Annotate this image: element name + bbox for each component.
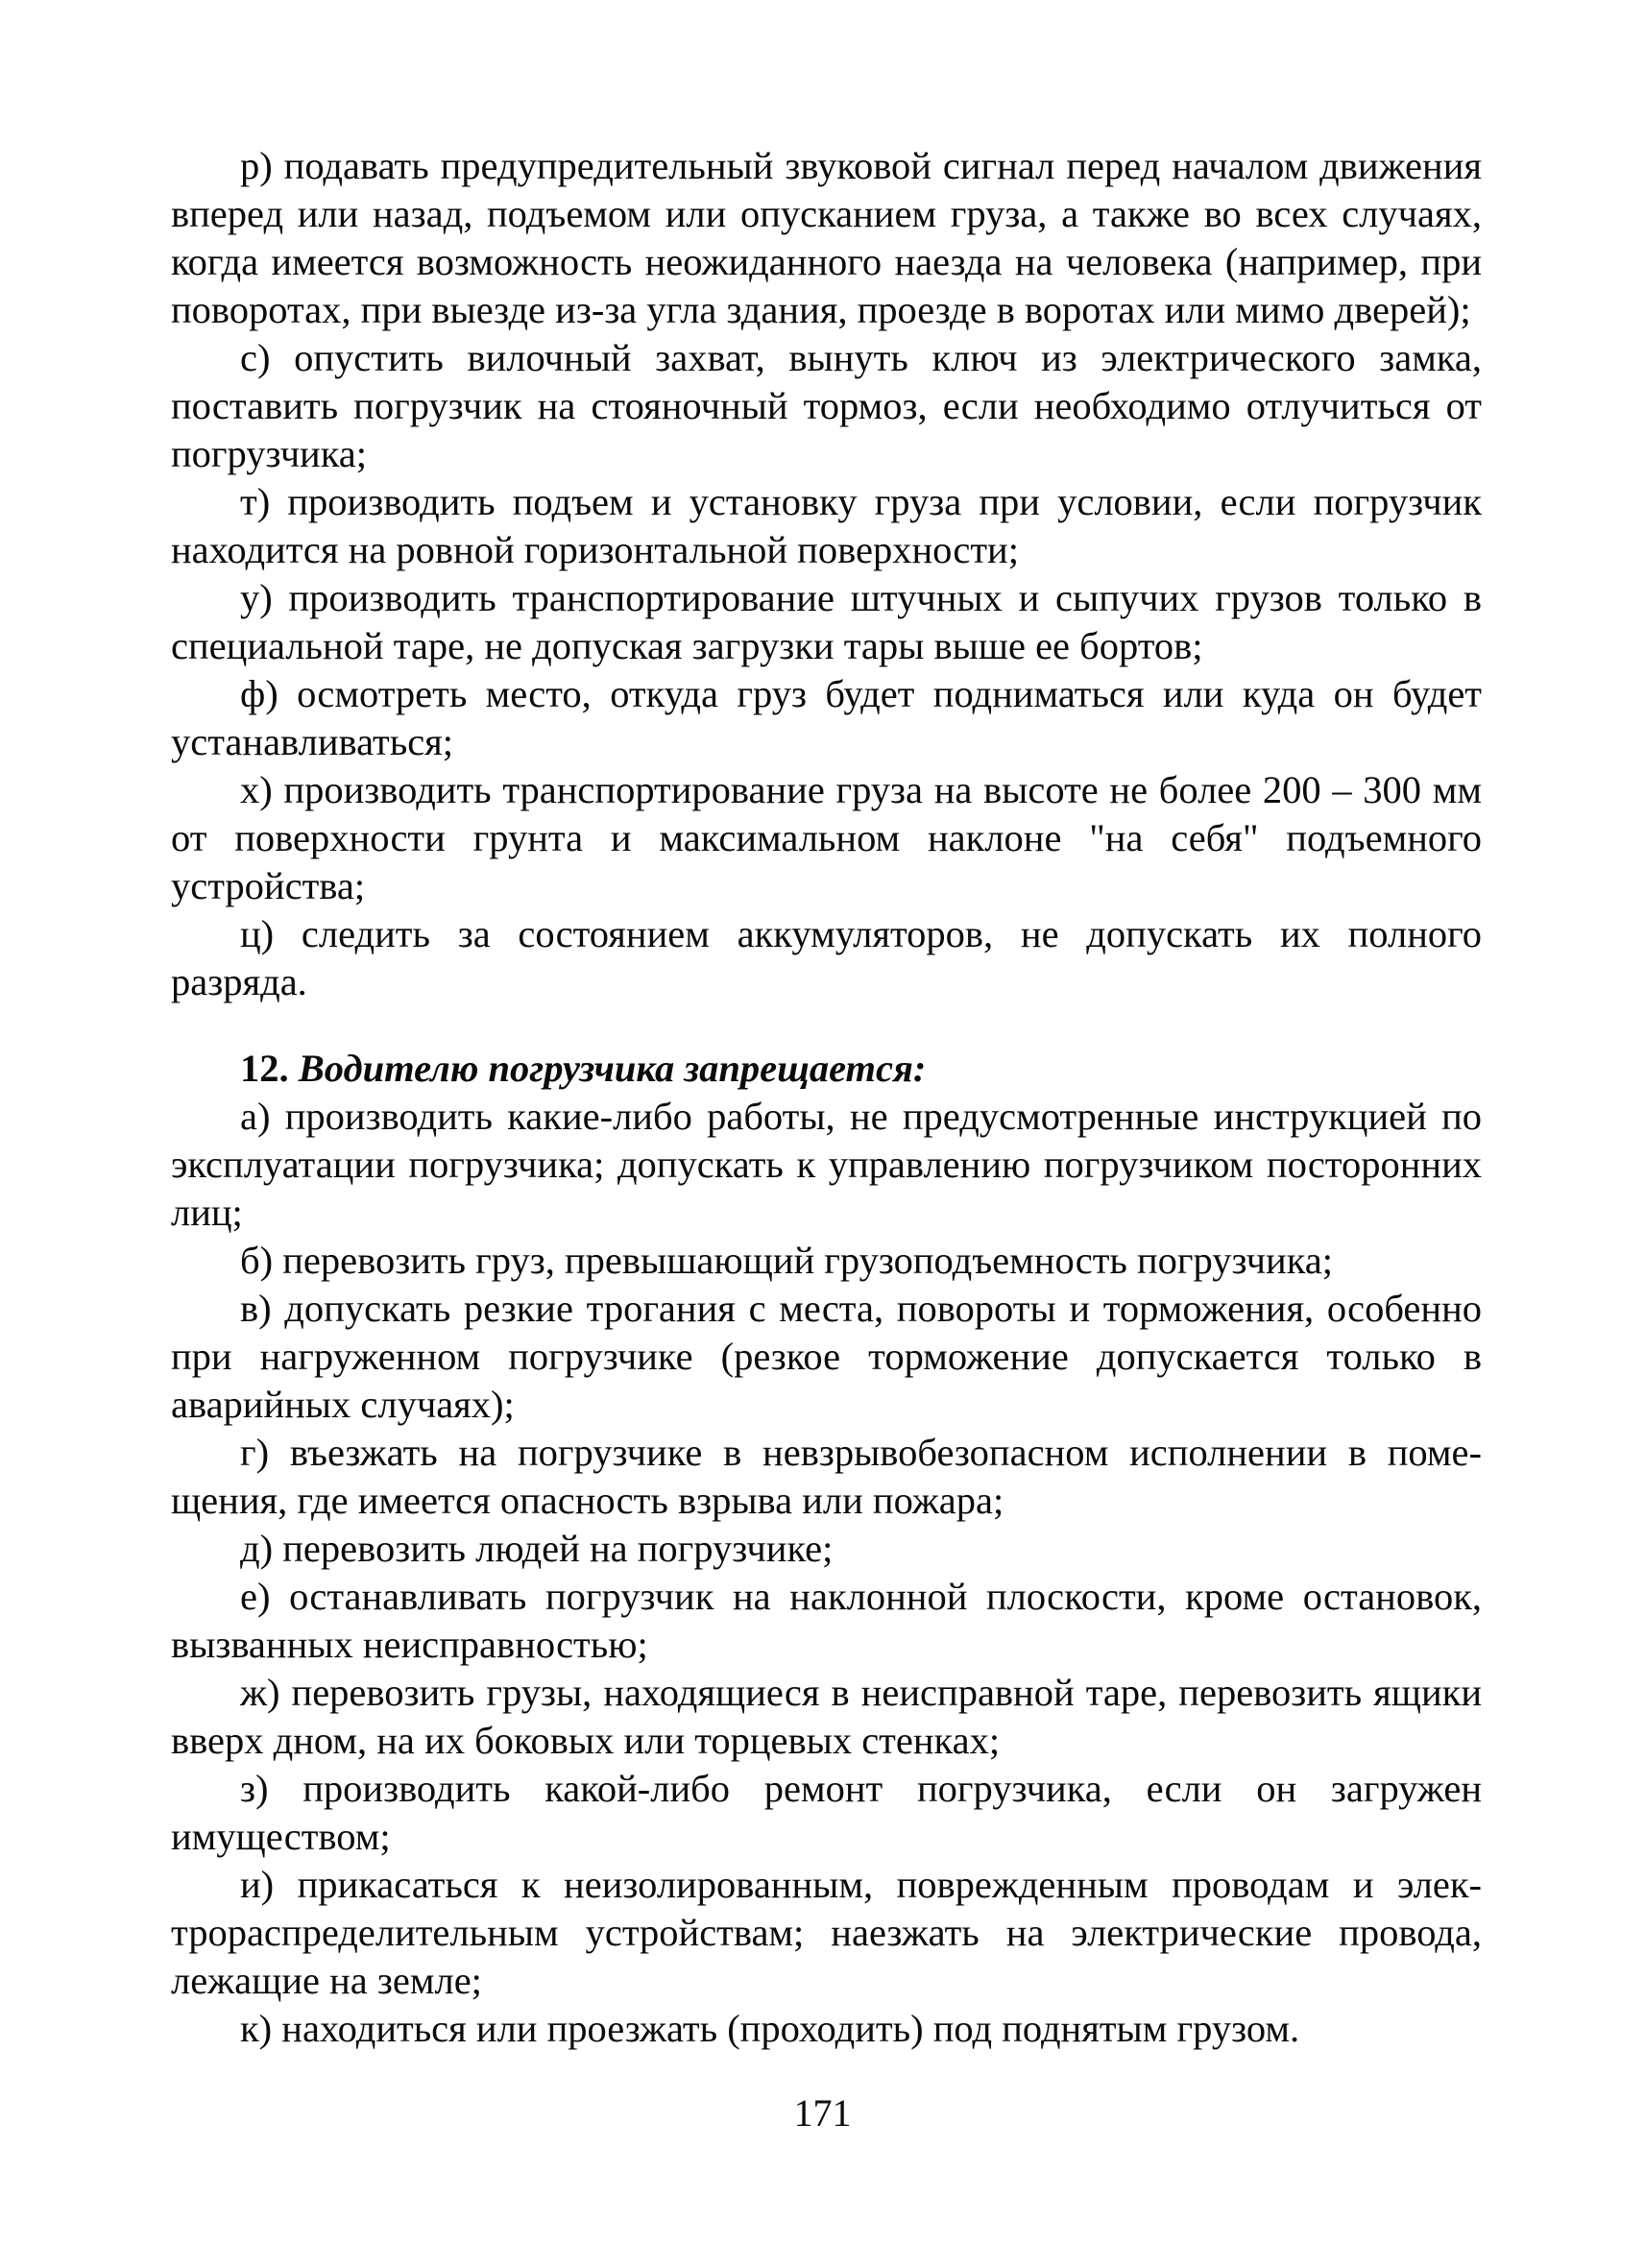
list-item-r: р) подавать предупредительный звуковой сигнал перед началом движения вперед или назад, подъемом или опусканием груза, а также во всех случаях, когда имеется возможность неожиданного наезда на человека (например, при поворотах, при выезде из-за угла здания, проезде в воротах или мимо дверей); bbox=[171, 144, 1482, 331]
list-item-k: к) находиться или проезжать (проходить) под поднятым грузом. bbox=[240, 2007, 1300, 2050]
page-number: 171 bbox=[793, 2091, 852, 2135]
list-item-z: з) производить какой-либо ремонт погрузчика, если он загружен имуществом; bbox=[171, 1767, 1482, 1858]
section-number: 12. bbox=[240, 1047, 289, 1090]
list-item-v: в) допускать резкие трогания с места, повороты и торможения, особенно при нагруженном погрузчике (резкое торможение допускается только в аварийных случаях); bbox=[171, 1287, 1482, 1426]
list-item-e: е) останавливать погрузчик на наклонной плоскости, кроме остановок, вызванных неисправностью; bbox=[171, 1575, 1482, 1666]
section-heading bbox=[171, 1045, 1482, 1093]
list-item-f: ф) осмотреть место, откуда груз будет подниматься или куда он будет устанавливаться; bbox=[171, 672, 1482, 763]
list-item-ts: ц) следить за состоянием аккумуляторов, не допускать их полного разряда. bbox=[171, 912, 1482, 1003]
list-item-zh: ж) перевозить грузы, находящиеся в неисправной таре, перевозить ящики вверх дном, на их боковых или торцевых стенках; bbox=[171, 1671, 1482, 1762]
list-item-u: у) производить транспортирование штучных и сыпучих грузов только в специальной таре, не допуская загрузки тары выше ее бортов; bbox=[171, 576, 1482, 667]
list-item-a: а) производить какие-либо работы, не предусмотренные инструкцией по эксплуатации погрузчика; допускать к управлению погрузчиком посторонних лиц; bbox=[171, 1095, 1482, 1234]
section-title: Водителю погрузчика запрещается: bbox=[298, 1047, 927, 1090]
list-item-d: д) перевозить людей на погрузчике; bbox=[240, 1527, 834, 1570]
list-item-b: б) перевозить груз, превышающий грузоподъемность погрузчика; bbox=[240, 1239, 1334, 1282]
list-item-t: т) производить подъем и установку груза при условии, если погрузчик находится на ровной горизонтальной поверхности; bbox=[171, 480, 1482, 571]
list-item-kh: х) производить транспортирование груза на высоте не более 200 – 300 мм от поверхности грунта и максимальном наклоне "на себя" подъемного устройства; bbox=[171, 768, 1482, 907]
list-item-s: с) опустить вилочный захват, вынуть ключ из электрического замка, поставить погрузчик на стояночный тормоз, если необходимо отлучиться от погрузчика; bbox=[171, 336, 1482, 475]
list-item-g: г) въезжать на погрузчике в невзрывобезопасном исполнении в помещения, где имеется опасность взрыва или пожара; bbox=[171, 1431, 1482, 1522]
document-page bbox=[171, 142, 1482, 2053]
list-item-i: и) прикасаться к неизолированным, поврежденным проводам и электрораспределительным устройствам; наезжать на электрические провода, лежащие на земле; bbox=[171, 1863, 1482, 2002]
